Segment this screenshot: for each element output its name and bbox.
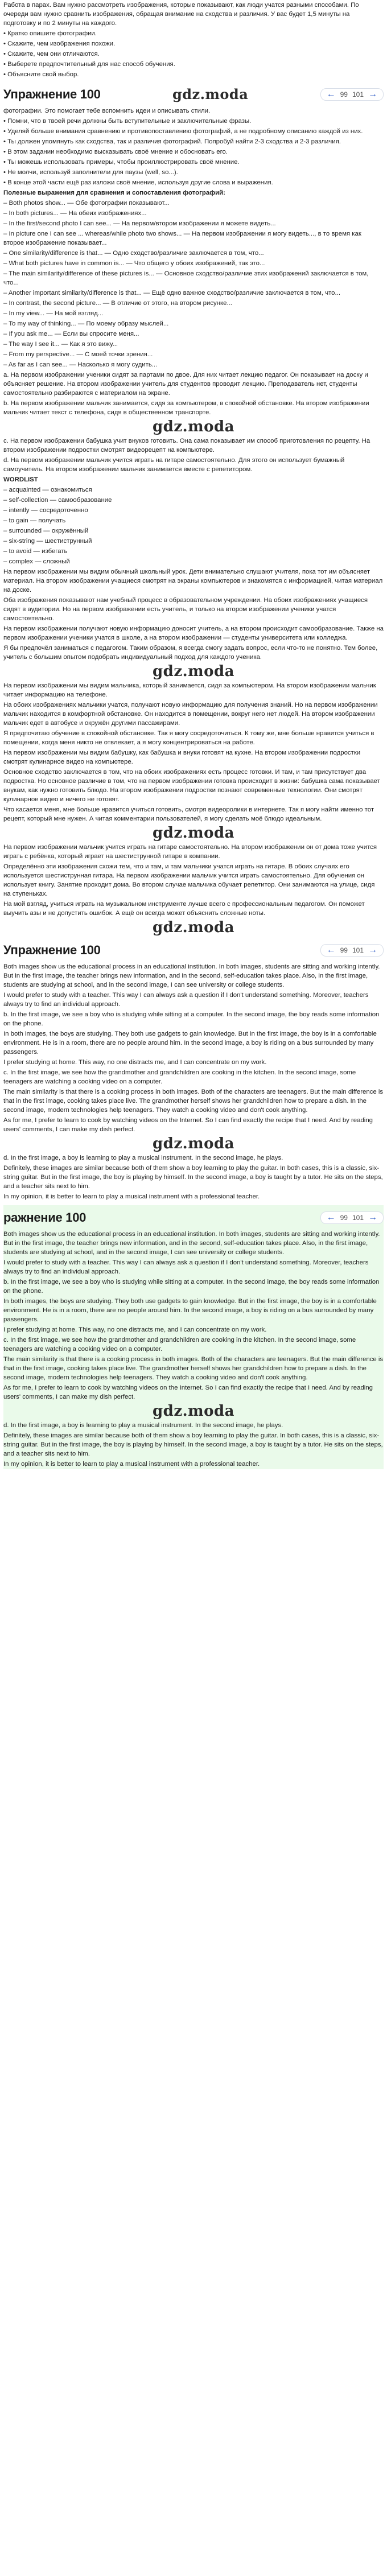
- tip-item: • В конце этой части ещё раз изложи своё мнение, используя другие слова и выражения.: [3, 179, 273, 186]
- watermark: gdz.moda: [172, 86, 249, 102]
- prev-arrow-icon[interactable]: ←: [326, 89, 336, 99]
- section-header: [3, 1206, 384, 1229]
- essay-paragraph: На первом изображении мы видим мальчика, который занимается, сидя за компьютером. На втором изображении мальчик читает информацию на телефоне.: [3, 682, 376, 698]
- next-exercise-link[interactable]: 101: [352, 1214, 364, 1222]
- essay-paragraph: In my opinion, it is better to learn to play a musical instrument with a professional teacher.: [3, 1193, 260, 1200]
- essay-paragraph: In both images, the boys are studying. They both use gadgets to gain knowledge. But in the first image, the boy is in a comfortable environment. He is in a room, there are no people around him. In the second image, a boy is riding on a bus surrounded by many passengers.: [3, 1298, 377, 1323]
- answer-block-ru: [3, 370, 384, 475]
- essay-paragraph: b. In the first image, we see a boy who is studying while sitting at a computer. In the second image, the boy reads some information on the phone.: [3, 1011, 380, 1027]
- essay-paragraph: На первом изображении мы видим обычный школьный урок. Дети внимательно слушают учителя, пока тот им объясняет материал. На втором изображении учащиеся смотрят на экраны компьютеров и знакомятся с информацией, читая материал на доске.: [3, 568, 383, 593]
- essay-paragraph: На мой взгляд, учиться играть на музыкальном инструменте лучше всего с профессиональным педагогом. Он поможет выучить азы и не допустить ошибок. А ещё он всегда может объяснить сложные ноты.: [3, 901, 365, 917]
- tip-item: • В этом задании необходимо высказывать своё мнение и обосновать его.: [3, 149, 228, 155]
- watermark: gdz.moda: [152, 663, 235, 680]
- essay-paragraph: Both images show us the educational process in an educational institution. In both images, students are sitting and working intently. But in the first image, the teacher brings new information, and in the second, self-education takes place. Also, in the first image, students are studying at school, and in the second image, I can see university or college students.: [3, 963, 380, 988]
- phrase-item: – What both pictures have in common is... — Что общего у обоих изображений, так это...: [3, 260, 265, 267]
- phrase-item: – To my way of thinking... — По моему образу мыслей...: [3, 320, 169, 327]
- essay-paragraph: На первом изображении получают новую информацию доносит учитель, а на втором происходит самообразование. Также на первом изображении ученики учатся в школе, а на втором изображении — студенты университета или колледжа.: [3, 625, 384, 641]
- answer-paragraph: b. На первом изображении мальчик занимается, сидя за компьютером, в спокойной обстановке. На втором изображении мальчик читает текст с телефона, сидя в общественном транспорте.: [3, 400, 369, 416]
- tips-list: [3, 106, 384, 188]
- essay-paragraph: d. In the first image, a boy is learning to play a musical instrument. In the second image, he plays.: [3, 1422, 283, 1429]
- essay-paragraph: d. In the first image, a boy is learning to play a musical instrument. In the second image, he plays.: [3, 1155, 283, 1161]
- intro-bullet: • Кратко опишите фотографии.: [3, 30, 97, 37]
- wordlist: [3, 485, 384, 567]
- wordlist-item: – self-collection — самообразование: [3, 497, 112, 504]
- essay-paragraph: As for me, I prefer to learn to cook by watching videos on the Internet. So I can find exactly the recipe that I need. And by reading users' comments, I can make my dish perfect.: [3, 1384, 373, 1400]
- wordlist-item: – six-string — шестиструнный: [3, 538, 92, 545]
- essay-paragraph: As for me, I prefer to learn to cook by watching videos on the Internet. So I can find exactly the recipe that I need. And by reading users' comments, I can make my dish perfect.: [3, 1117, 373, 1133]
- intro-bullet: • Объясните свой выбор.: [3, 71, 79, 78]
- essay-paragraph: I would prefer to study with a teacher. This way I can always ask a question if I don't understand something. Moreover, teachers always try to find an individual approach.: [3, 992, 369, 1008]
- prev-exercise-link[interactable]: 99: [340, 1214, 348, 1222]
- phrase-item: – Another important similarity/difference is that... — Ещё одно важное сходство/различие заключается в том, что...: [3, 290, 340, 296]
- essay-paragraph: I prefer studying at home. This way, no one distracts me, and I can concentrate on my work.: [3, 1059, 267, 1066]
- phrase-item: – In the first/second photo I can see... — На первом/втором изображении я можете видеть...: [3, 220, 276, 227]
- answer-paragraph: c. На первом изображении бабушка учит внуков готовить. Она сама показывает им способ приготовления по рецепту. На втором изображении подростки смотрят видеорецепт на компьютере.: [3, 438, 370, 454]
- prev-exercise-link[interactable]: 99: [340, 90, 348, 98]
- phrase-item: – In picture one I can see ... whereas/while photo two shows... — На первом изображении я могу видеть..., в то время как второе изображение показывает...: [3, 230, 361, 246]
- next-exercise-link[interactable]: 101: [352, 90, 364, 98]
- essay-paragraph: Оба изображения показывают нам учебный процесс в образовательном учреждении. На обоих изображениях учащиеся сидят в аудитории. Но на первом изображении есть учитель, и только на втором изображении ученики учатся самостоятельно.: [3, 597, 368, 622]
- tip-item: • Уделяй больше внимания сравнению и противопоставлению фотографий, а не подробному описанию каждой из них.: [3, 128, 363, 135]
- prev-arrow-icon[interactable]: ←: [326, 945, 336, 955]
- next-arrow-icon[interactable]: →: [368, 89, 377, 99]
- essay-paragraph: Definitely, these images are similar because both of them show a boy learning to play the guitar. In both cases, this is a classic, six-string guitar. But in the first image, the boy is playing by himself. In the second image, a boy is taught by a tutor. He sits on the steps, and a teacher sits next to him.: [3, 1432, 383, 1457]
- essay-paragraph: c. In the first image, we see how the grandmother and grandchildren are cooking in the kitchen. In the second image, some teenagers are watching a cooking video on a computer.: [3, 1069, 356, 1085]
- section-header: [3, 83, 384, 106]
- essay-paragraph: Основное сходство заключается в том, что на обоих изображениях есть процесс готовки. И там, и там присутствует два подростка. Но основное различие в том, что на первом изображении готовка происходит в жизни: бабушка сама показывает внукам, как нужно готовить блюдо. На втором изображении подростки познают современные технологии. Они смотрят кулинарное видео и ничего не готовят.: [3, 769, 380, 803]
- wordlist-item: – to avoid — избегать: [3, 548, 68, 555]
- phrase-item: – Both photos show... — Обе фотографии показывают...: [3, 200, 170, 207]
- exercise-nav: [320, 88, 384, 101]
- watermark: gdz.moda: [152, 418, 235, 435]
- wordlist-item: – to gain — получать: [3, 517, 66, 524]
- essay-paragraph: Both images show us the educational process in an educational institution. In both images, students are sitting and working intently. But in the first image, the teacher brings new information, and in the second, self-education takes place. Also, in the first image, students are studying at school, and in the second image, I can see university or college students.: [3, 1231, 380, 1256]
- essay-paragraph: Я бы предпочёл заниматься с педагогом. Таким образом, я всегда смогу задать вопрос, если что-то не понятно. Тем более, учитель с большим опытом подобрать индивидуальный подход для каждого ученика.: [3, 645, 378, 661]
- tip-item: • Ты должен упомянуть как сходства, так и различия фотографий. Попробуй найти 2-3 сходства и 2-3 различия.: [3, 138, 341, 145]
- essay-paragraph: Definitely, these images are similar because both of them show a boy learning to play the guitar. In both cases, this is a classic, six-string guitar. But in the first image, the boy is playing by himself. In the second image, a boy is taught by a tutor. He sits on the steps, and a teacher sits next to him.: [3, 1165, 383, 1190]
- watermark: gdz.moda: [152, 919, 235, 936]
- essay-paragraph: Определённо эти изображения схожи тем, что и там, и там мальчики учатся играть на гитаре. В обоих случаях его используется шестиструнная гитара. На первом изображении мальчик учится играть самостоятельно. Для обучения он использует книгу. Занятие проходит дома. Во втором случае мальчика обучает репетитор. Они занимаются на улице, сидя на ступеньках.: [3, 863, 375, 897]
- phrase-item: – If you ask me... — Если вы спросите меня...: [3, 331, 139, 337]
- phrase-item: – In both pictures... — На обеих изображениях...: [3, 210, 147, 217]
- essay-paragraph: The main similarity is that there is a cooking process in both images. Both of the characters are teenagers. But the main difference is that in the first image, cooking takes place live. The grandmother herself shows her grandchildren how to prepare a dish. In the second image, modern technologies help teenagers. They watch a cooking video and don't cook anything.: [3, 1089, 384, 1114]
- essay-paragraph: Я предпочитаю обучение в спокойной обстановке. Так я могу сосредоточиться. К тому же, мне больше нравится учиться в помещении, когда меня никто не отвлекает, а я могу концентрироваться на работе.: [3, 730, 374, 746]
- essay-en-copy: [3, 1229, 384, 1469]
- intro-bullet: • Выберете предпочтительный для нас способ обучения.: [3, 61, 175, 68]
- section-exercise-100-ru: [3, 83, 384, 918]
- section-title: ражнение 100: [3, 1210, 87, 1225]
- next-arrow-icon[interactable]: →: [368, 1213, 377, 1222]
- wordlist-title: WORDLIST: [3, 476, 38, 483]
- intro-bullet: • Скажите, чем они отличаются.: [3, 51, 100, 57]
- intro-paragraph: Работа в парах. Вам нужно рассмотреть изображения, которые показывают, как люди учатся разными способами. По очереди вам нужно сравнить изображения, обращая внимание на сходства и различия. У вас будет 1,5 минуты на подготовку и по 2 минуты на каждого.: [3, 2, 359, 27]
- phrase-item: – One similarity/difference is that... — Одно сходство/различие заключается в том, что...: [3, 250, 264, 257]
- phrases-title: Полезные выражения для сравнения и сопоставления фотографий:: [3, 189, 225, 196]
- phrase-item: – The way I see it... — Как я это вижу...: [3, 341, 118, 348]
- phrase-item: – In my view... — На мой взгляд...: [3, 310, 104, 317]
- intro-block: [3, 0, 384, 80]
- tip-item: • Помни, что в твоей речи должны быть вступительные и заключительные фразы.: [3, 118, 252, 125]
- wordlist-item: – complex — сложный: [3, 558, 70, 565]
- exercise-nav: [320, 1211, 384, 1224]
- essay-paragraph: In my opinion, it is better to learn to play a musical instrument with a professional teacher.: [3, 1461, 260, 1468]
- essay-paragraph: На первом изображении мы видим бабушку, как бабушка и внуки готовят на кухне. На втором изображении подростки смотрят кулинарное видео на компьютере.: [3, 749, 361, 765]
- answer-paragraph: a. На первом изображении ученики сидят за партами по двое. Для них читает лекцию педагог. Он показывает на доску и объясняет решение. На втором изображении учитель для студентов проводит лекцию. Преподаватель нет, студенты самостоятельно разбираются с материалом на экране.: [3, 372, 368, 397]
- essay-paragraph: In both images, the boys are studying. They both use gadgets to gain knowledge. But in the first image, the boy is in a comfortable environment. He is in a room, there are no people around him. In the second image, a boy is riding on a bus surrounded by many passengers.: [3, 1031, 377, 1056]
- essay-en: [3, 962, 384, 1202]
- essay-paragraph: На обоих изображениях мальчики учатся, получают новую информацию для получения знаний. Но на первом изображении мальчик находится в комфортной обстановке. Он находится в помещении, вокруг него нет людей. На втором изображении мальчик едет в автобусе и окружён другими пассажирами.: [3, 702, 378, 727]
- section-header: [3, 939, 384, 962]
- tip-item: • Ты можешь использовать примеры, чтобы проиллюстрировать своё мнение.: [3, 159, 240, 166]
- section-exercise-100-en-copy: [3, 1205, 384, 1469]
- exercise-nav: [320, 944, 384, 957]
- next-arrow-icon[interactable]: →: [368, 945, 377, 955]
- essay-paragraph: I would prefer to study with a teacher. This way I can always ask a question if I don't understand something. Moreover, teachers always try to find an individual approach.: [3, 1259, 369, 1275]
- phrases-list: [3, 198, 384, 370]
- section-exercise-100-en: [3, 939, 384, 1202]
- watermark: gdz.moda: [152, 1403, 235, 1420]
- tip-item: • Не молчи, используй заполнители для паузы (well, so...).: [3, 169, 178, 176]
- wordlist-item: – acquainted — ознакомиться: [3, 487, 92, 493]
- phrase-item: – In contrast, the second picture... — В отличие от этого, на втором рисунке...: [3, 300, 232, 307]
- tip-item: фотографии. Это помогает тебе вспомнить идеи и описывать стили.: [3, 108, 211, 114]
- essay-paragraph: I prefer studying at home. This way, no one distracts me, and I can concentrate on my work.: [3, 1326, 267, 1333]
- watermark: gdz.moda: [152, 1135, 235, 1152]
- watermark: gdz.moda: [152, 825, 235, 842]
- next-exercise-link[interactable]: 101: [352, 946, 364, 954]
- essay-paragraph: The main similarity is that there is a cooking process in both images. Both of the characters are teenagers. But the main difference is that in the first image, cooking takes place live. The grandmother herself shows her grandchildren how to prepare a dish. In the second image, modern technologies help teenagers. They watch a cooking video and don't cook anything.: [3, 1356, 384, 1381]
- phrase-item: – From my perspective... — С моей точки зрения...: [3, 351, 153, 358]
- answer-paragraph: d. На первом изображении мальчик учится играть на гитаре самостоятельно. Для этого он использует бумажный самоучитель. На втором изображении мальчик занимается вместе с репетитором.: [3, 457, 345, 473]
- wordlist-item: – intently — сосредоточенно: [3, 507, 88, 514]
- essay-ru: [3, 567, 384, 918]
- section-title: Упражнение 100: [3, 87, 101, 101]
- phrase-item: – The main similarity/difference of these pictures is... — Основное сходство/различие этих изображений заключается в том, что...: [3, 270, 369, 286]
- essay-paragraph: На первом изображении мальчик учится играть на гитаре самостоятельно. На втором изображении он от дома тоже учится играть с ребёнка, который играет на шестиструнной гитаре в компании.: [3, 844, 377, 860]
- essay-paragraph: Что касается меня, мне больше нравится учиться готовить, смотря видеоролики в интернете. Так я могу найти именно тот рецепт, который мне нужен. А читая комментарии пользователей, я могу сделать моё блюдо идеальным.: [3, 806, 374, 822]
- essay-paragraph: c. In the first image, we see how the grandmother and grandchildren are cooking in the kitchen. In the second image, some teenagers are watching a cooking video on a computer.: [3, 1337, 356, 1353]
- prev-arrow-icon[interactable]: ←: [326, 1213, 336, 1222]
- wordlist-item: – surrounded — окружённый: [3, 527, 89, 534]
- section-title: Упражнение 100: [3, 943, 101, 957]
- intro-bullet: • Скажите, чем изображения похожи.: [3, 40, 116, 47]
- essay-paragraph: b. In the first image, we see a boy who is studying while sitting at a computer. In the second image, the boy reads some information on the phone.: [3, 1279, 380, 1295]
- prev-exercise-link[interactable]: 99: [340, 946, 348, 954]
- phrase-item: – As far as I can see... — Насколько я могу судить...: [3, 361, 158, 368]
